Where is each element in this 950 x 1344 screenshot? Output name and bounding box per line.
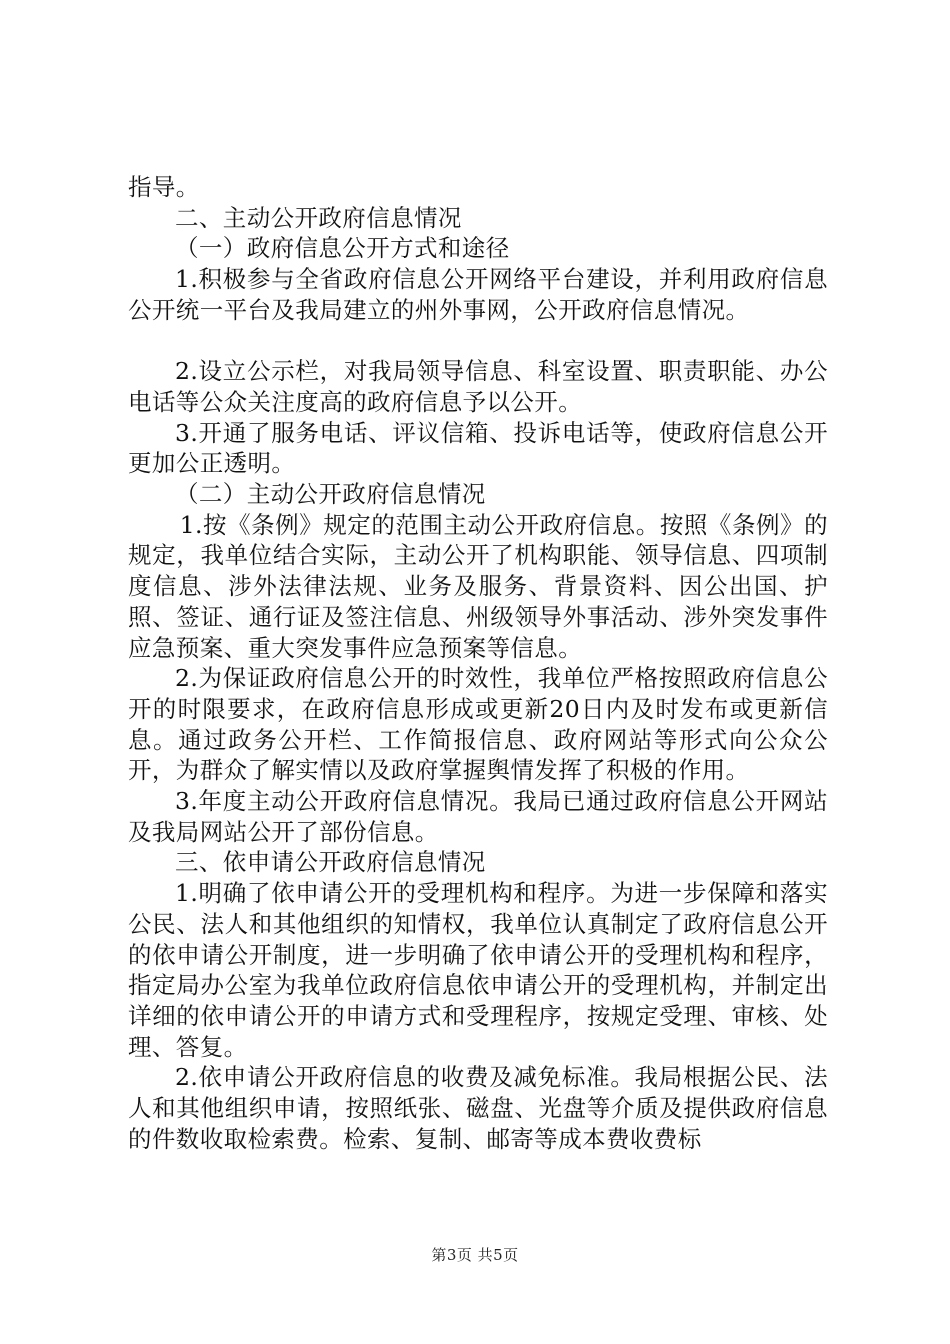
- paragraph-2-2-3: 3.年度主动公开政府信息情况。我局已通过政府信息公开网站及我局网站公开了部份信息。: [128, 787, 828, 846]
- section-heading-2: 二、主动公开政府信息情况: [175, 203, 462, 232]
- paragraph-3-1: 1.明确了依申请公开的受理机构和程序。为进一步保障和落实公民、法人和其他组织的知情权，我单位认真制定了政府信息公开的依申请公开制度，进一步明确了依申请公开的受理机构和程序，指定局办公室为我单位政府信息依申请公开的受理机构，并制定出详细的依申请公开的申请方式和受理程序，按规定受理、审核、处理、答复。: [128, 879, 828, 1061]
- paragraph-3-2: 2.依申请公开政府信息的收费及减免标准。我局根据公民、法人和其他组织申请，按照纸张、磁盘、光盘等介质及提供政府信息的件数收取检索费。检索、复制、邮寄等成本费收费标: [128, 1063, 828, 1153]
- page-number-footer: 第3页 共5页: [431, 1246, 519, 1264]
- paragraph-2-1-1: 1.积极参与全省政府信息公开网络平台建设，并利用政府信息公开统一平台及我局建立的州外事网，公开政府信息情况。: [128, 265, 828, 324]
- paragraph-2-1-2: 2.设立公示栏，对我局领导信息、科室设置、职责职能、办公电话等公众关注度高的政府信息予以公开。: [128, 357, 828, 416]
- subsection-heading-2-2: （二）主动公开政府信息情况: [175, 480, 486, 509]
- paragraph-2-1-3: 3.开通了服务电话、评议信箱、投诉电话等，使政府信息公开更加公正透明。: [128, 418, 828, 478]
- paragraph-2-2-2: 2.为保证政府信息公开的时效性，我单位严格按照政府信息公开的时限要求，在政府信息形成或更新20日内及时发布或更新信息。通过政务公开栏、工作简报信息、政府网站等形式向公众公开，为群众了解实情以及政府掌握舆情发挥了积极的作用。: [128, 664, 828, 785]
- section-heading-3: 三、依申请公开政府信息情况: [175, 848, 486, 877]
- paragraph-continuation: 指导。: [128, 173, 200, 201]
- paragraph-2-2-1: 1.按《条例》规定的范围主动公开政府信息。按照《条例》的规定，我单位结合实际，主动公开了机构职能、领导信息、四项制度信息、涉外法律法规、业务及服务、背景资料、因公出国、护照、签证、通行证及签注信息、州级领导外事活动、涉外突发事件应急预案、重大突发事件应急预案等信息。: [128, 510, 828, 662]
- document-body: [128, 172, 828, 1154]
- subsection-heading-2-1: （一）政府信息公开方式和途径: [175, 234, 510, 263]
